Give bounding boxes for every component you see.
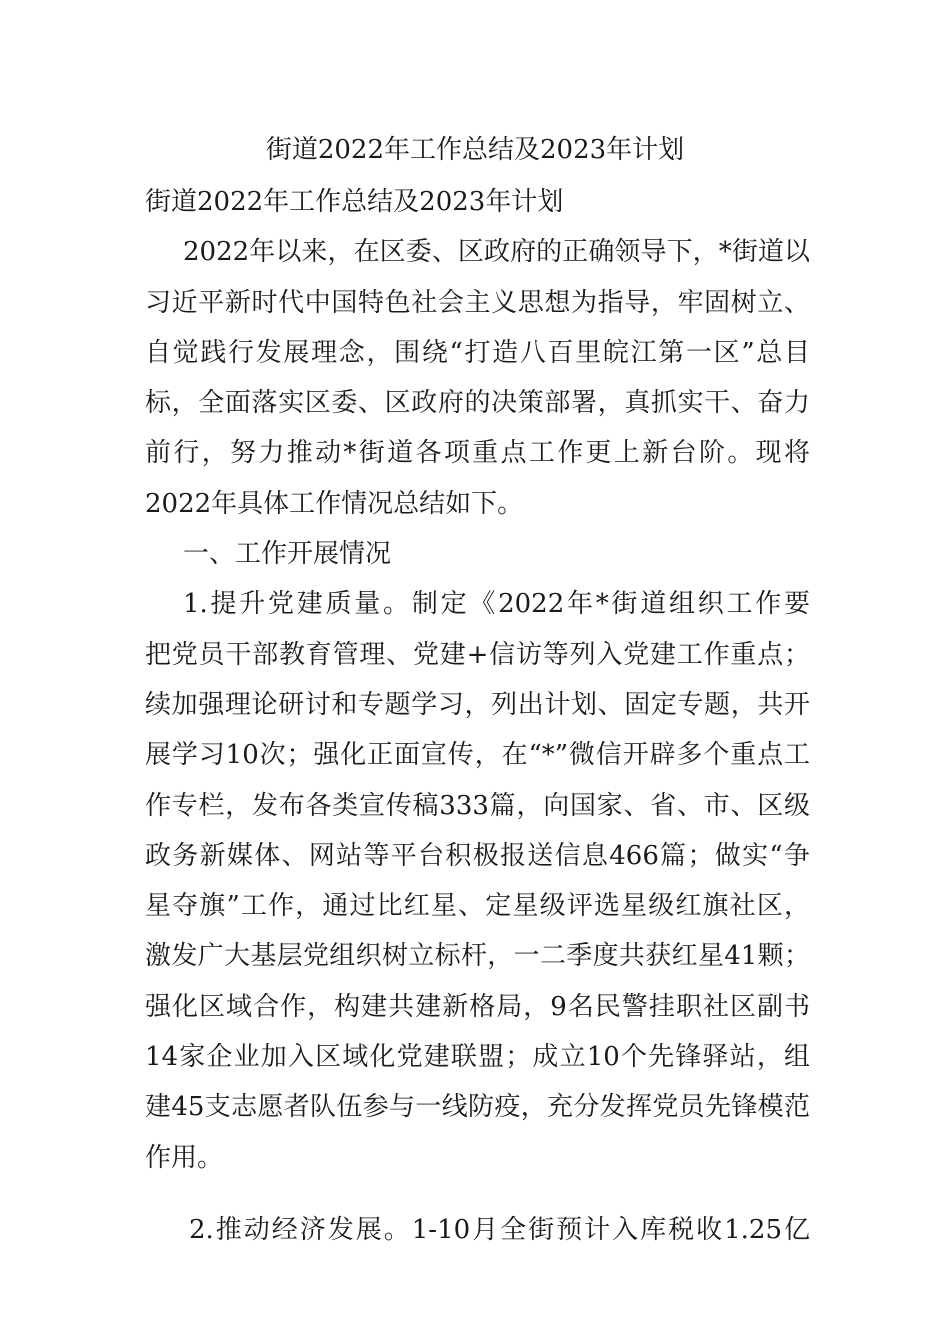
paragraph-line: 标，全面落实区委、区政府的决策部署，真抓实干、奋力: [145, 388, 810, 419]
paragraph-spacer: [145, 1183, 810, 1205]
paragraph-line: 自觉践行发展理念，围绕“打造八百里皖江第一区”总目: [145, 337, 810, 368]
document-body: [145, 177, 810, 1255]
paragraph-line: 1.提升党建质量。制定《2022年*街道组织工作要: [183, 589, 810, 620]
paragraph-line: 作专栏，发布各类宣传稿333篇，向国家、省、市、区级: [145, 790, 810, 821]
paragraph-line: 续加强理论研讨和专题学习，列出计划、固定专题，共开: [145, 689, 810, 720]
section-heading: 一、工作开展情况: [183, 539, 392, 570]
subtitle-line: 街道2022年工作总结及2023年计划: [145, 187, 564, 217]
paragraph-line: 2022年具体工作情况总结如下。: [145, 488, 524, 519]
paragraph-line: 2.推动经济发展。1-10月全街预计入库税收1.25亿: [189, 1214, 810, 1245]
paragraph-line: 星夺旗”工作，通过比红星、定星级评选星级红旗社区，: [145, 891, 810, 922]
paragraph-line: 政务新媒体、网站等平台积极报送信息466篇；做实“争: [145, 840, 810, 871]
paragraph-line: 激发广大基层党组织树立标杆，一二季度共获红星41颗；: [145, 941, 810, 972]
paragraph-line: 14家企业加入区域化党建联盟；成立10个先锋驿站，组: [145, 1042, 810, 1073]
document-title: 街道2022年工作总结及2023年计划: [265, 135, 685, 165]
paragraph-line: 习近平新时代中国特色社会主义思想为指导，牢固树立、: [145, 287, 810, 318]
paragraph-line: 强化区域合作，构建共建新格局，9名民警挂职社区副书: [145, 991, 810, 1022]
paragraph-line: 作用。: [145, 1142, 224, 1173]
paragraph-line: 建45支志愿者队伍参与一线防疫，充分发挥党员先锋模范: [145, 1092, 810, 1123]
paragraph-line: 2022年以来，在区委、区政府的正确领导下，*街道以: [183, 237, 810, 268]
paragraph-line: 展学习10次；强化正面宣传，在“*”微信开辟多个重点工: [145, 740, 810, 771]
paragraph-line: 把党员干部教育管理、党建+信访等列入党建工作重点；: [145, 639, 810, 670]
paragraph-line: 前行，努力推动*街道各项重点工作更上新台阶。现将: [145, 438, 810, 469]
